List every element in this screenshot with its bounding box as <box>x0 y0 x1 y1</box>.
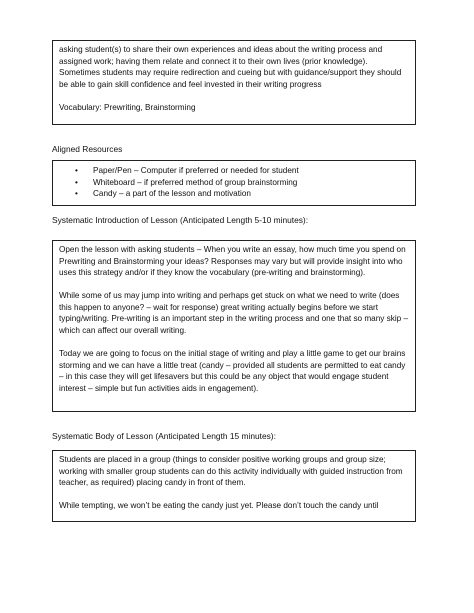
intro-paragraph-1: Open the lesson with asking students – When you write an essay, how much time you spend on Prewriting and Brainstorming your ideas? Responses may vary but will provide insight into who uses this strategy and/or if they know the vocabulary (pre-writing and brainstorming). <box>59 245 406 278</box>
body-paragraph-1: Students are placed in a group (things to consider positive working groups and group size; working with smaller group students can do this activity individually with guided instruction from teacher, as required) placing candy in front of them. <box>59 455 403 488</box>
body-paragraph-2: While tempting, we won’t be eating the candy just yet. Please don’t touch the candy until <box>59 501 379 511</box>
body-lesson-box <box>52 450 416 522</box>
aligned-resources-heading: Aligned Resources <box>52 144 123 154</box>
context-paragraph: asking student(s) to share their own experiences and ideas about the writing process and assigned work; having them relate and connect it to their own lives (prior knowledge). Sometimes students may require redirection and cueing but with guidance/support they should be able to gain skill confidence and feel invested in their writing progress <box>59 45 402 89</box>
intro-paragraph-3: Today we are going to focus on the initial stage of writing and play a little game to get our brains storming and we can have a little treat (candy – provided all students are permitted to eat candy – in this case they will get lifesavers but this could be any object that would engage student interest – simple but fun activities aids in engagement). <box>59 348 406 393</box>
introduction-heading: Systematic Introduction of Lesson (Anticipated Length 5-10 minutes): <box>52 215 309 225</box>
vocabulary-line: Vocabulary: Prewriting, Brainstorming <box>59 102 196 112</box>
resource-item: • Candy – a part of the lesson and motivation <box>59 188 409 200</box>
aligned-resources-box <box>52 160 416 206</box>
resource-item: • Paper/Pen – Computer if preferred or needed for student <box>59 165 409 177</box>
resource-item: • Whiteboard – if preferred method of group brainstorming <box>59 177 409 189</box>
introduction-box <box>52 240 416 412</box>
lesson-context-box <box>52 40 416 125</box>
intro-paragraph-2: While some of us may jump into writing and perhaps get stuck on what we need to write (does this happen to anyone? – wait for response) great writing actually begins before we start typing/writing. Pre-writing is an important step in the writing process and one that so many skip – which can affect our overall writing. <box>59 291 409 335</box>
body-lesson-heading: Systematic Body of Lesson (Anticipated Length 15 minutes): <box>52 431 276 441</box>
resources-list <box>59 165 409 200</box>
